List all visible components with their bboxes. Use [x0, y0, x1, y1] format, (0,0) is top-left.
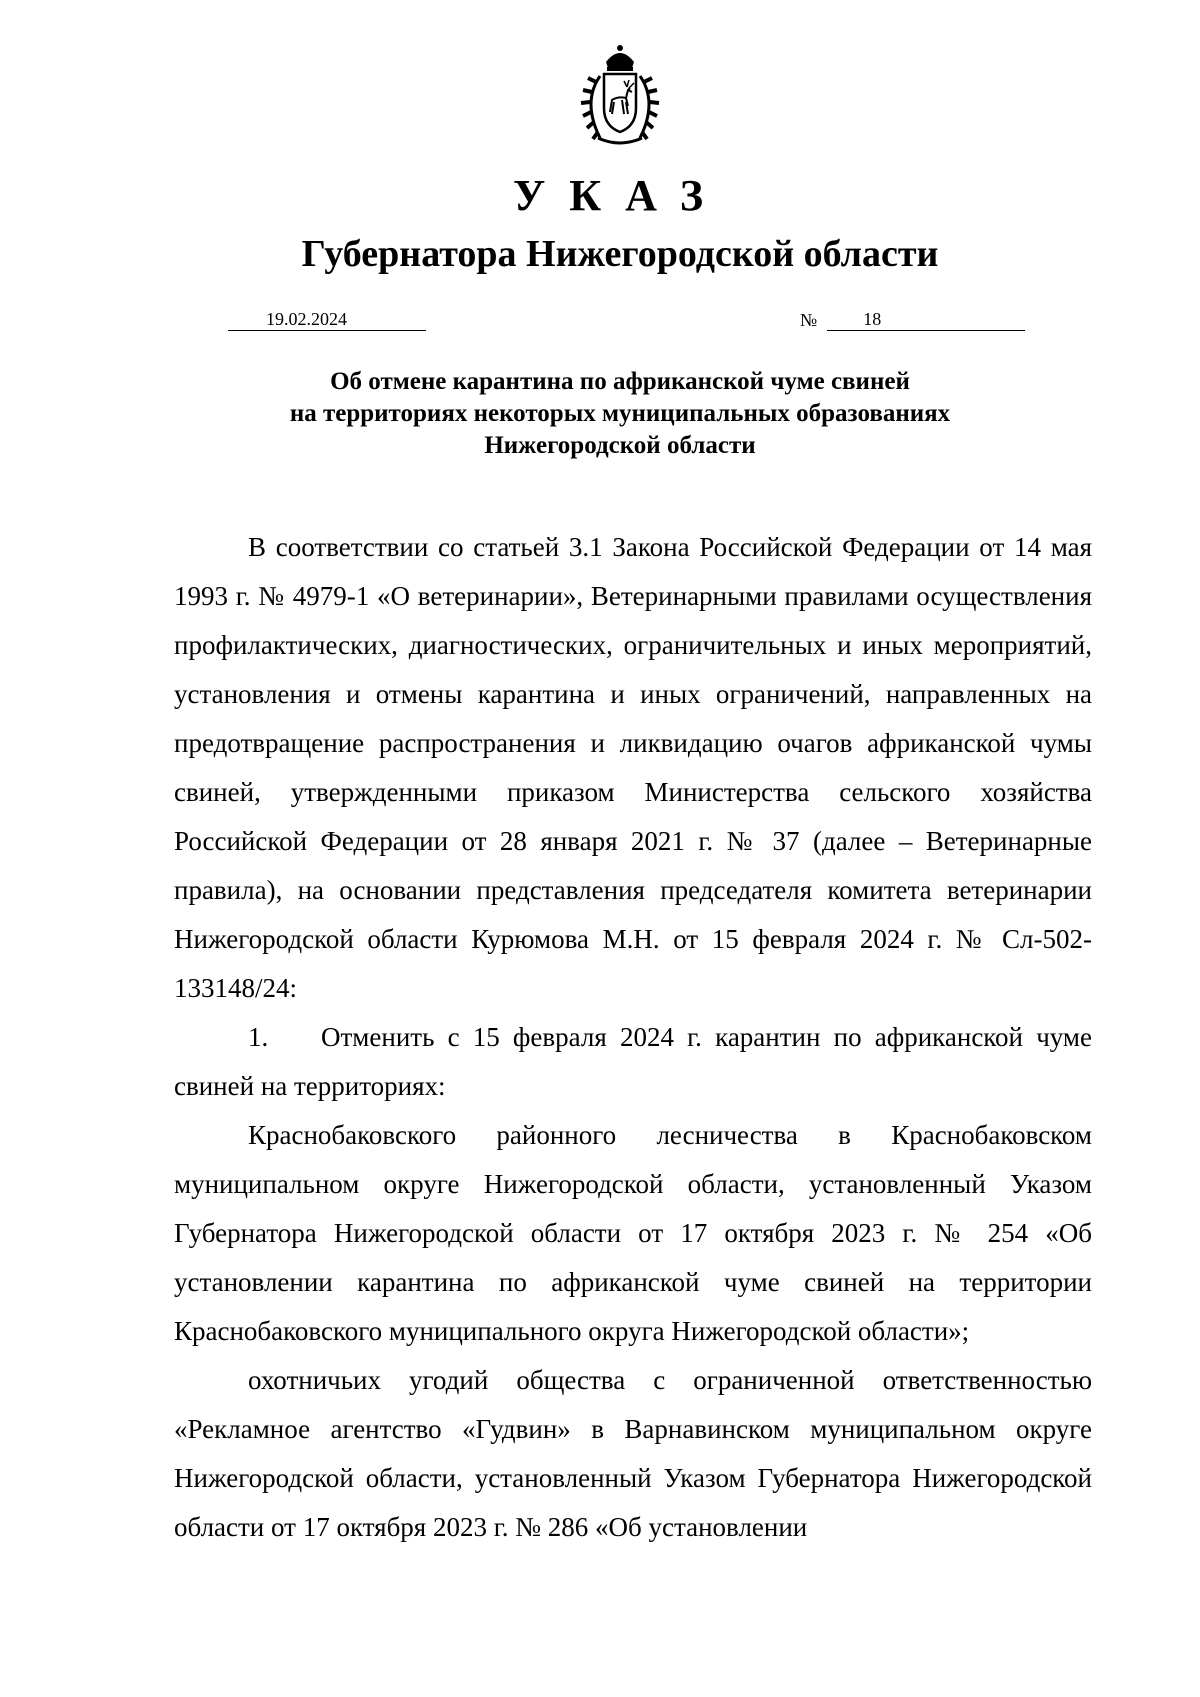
preamble-paragraph: В соответствии со статьей 3.1 Закона Российской Федерации от 14 мая 1993 г. № 4979-1 «О ветеринарии», Ветеринарными правилами осуществления профилактических, диагностических, ограничительных и иных мероприятий, установления и отмены карантина и иных ограничений, направленных на предотвращение распространения и ликвидацию очагов африканской чумы свиней, утвержденными приказом Министерства сельского хозяйства Российской Федерации от 28 января 2021 г. № 37 (далее – Ветеринарные правила), на основании представления председателя комитета ветеринарии Нижегородской области Курюмова М.Н. от 15 февраля 2024 г. № Сл-502-133148/24:	[174, 532, 1092, 1003]
territory-1-paragraph: Краснобаковского районного лесничества в Краснобаковском муниципальном округе Нижегородской области, установленный Указом Губернатора Нижегородской области от 17 октября 2023 г. № 254 «Об установлении карантина по африканской чуме свиней на территории Краснобаковского муниципального округа Нижегородской области»;	[174, 1120, 1092, 1346]
decree-heading	[0, 366, 1200, 462]
decree-number-block	[800, 308, 1025, 331]
item-1-number: 1.	[248, 1022, 269, 1052]
territory-2-paragraph: охотничьих угодий общества с ограниченной ответственностью «Рекламное агентство «Гудвин» в Варнавинском муниципальном округе Нижегородской области, установленный Указом Губернатора Нижегородской области от 17 октября 2023 г. № 286 «Об установлении	[174, 1365, 1092, 1542]
decree-body	[174, 523, 1092, 1552]
number-sign: №	[800, 310, 818, 330]
heading-line-2: на территориях некоторых муниципальных образованиях	[289, 400, 951, 427]
coat-of-arms-icon	[570, 42, 670, 148]
item-1-text: Отменить с 15 февраля 2024 г. карантин по африканской чуме свиней на территориях:	[174, 1022, 1092, 1101]
decree-type-title: УКАЗ	[512, 171, 728, 220]
issuer-title: Губернатора Нижегородской области	[301, 233, 939, 275]
heading-line-3: Нижегородской области	[484, 432, 756, 459]
decree-number: 18	[827, 308, 1025, 331]
item-1-paragraph	[174, 1013, 1092, 1111]
heading-line-1: Об отмене карантина по африканской чуме свиней	[330, 368, 910, 395]
decree-date: 19.02.2024	[228, 308, 426, 331]
